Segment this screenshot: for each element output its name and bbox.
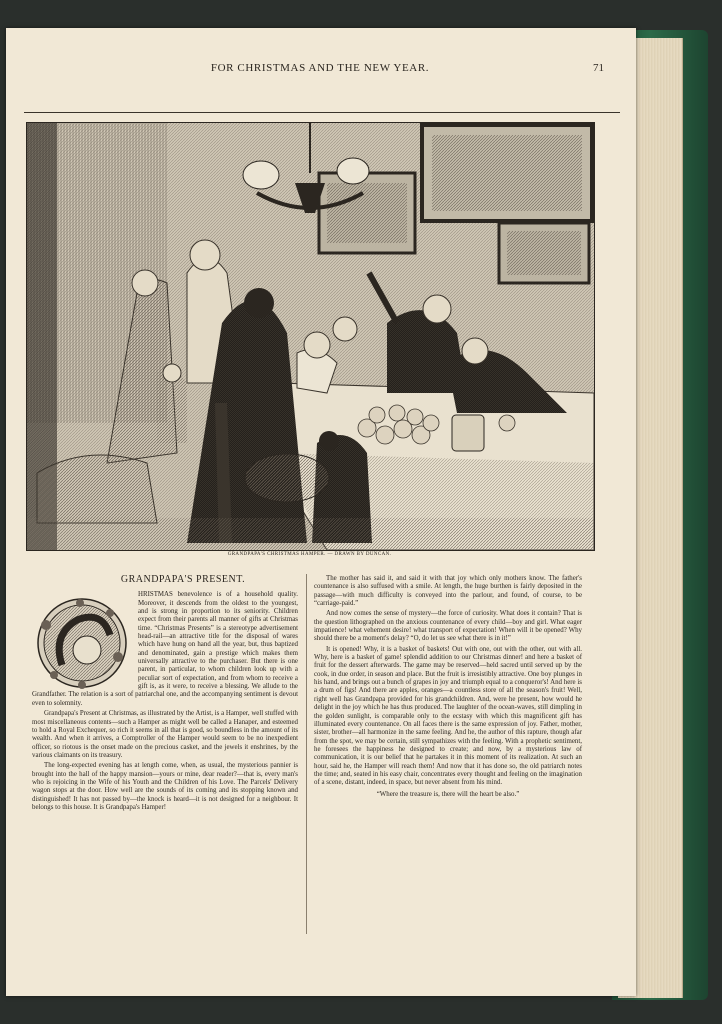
paragraph: HRISTMAS benevolence is of a household quality. Moreover, it descends from the oldest to the youngest, and is strong in proportion to its seniority. Children expect from their parents all manner of gifts at Christmas time. “Christmas Presents” is a stereotype advertisement head-rail—an attractive title for the disposal of wares which have hung on hand all the year, but, thus baptized and denominated, gain a prestige which makes them universally attractive to the purchaser. But there is one parent, in particular, to whom children look up with a peculiar sort of expectation, and from whom to receive a gift is, as it were, to receive a blessing. We allude to the Grandfather. The relation is a sort of patriarchal one, and the accompanying sentiment is devout even to solemnity. bbox=[32, 591, 298, 707]
paragraph: Grandpapa's Present at Christmas, as illustrated by the Artist, is a Hamper, well stuffed with most miscellaneous contents—such a Hamper as might well be called a Hanaper, and esteemed to hold a Royal Exchequer, so rich it seems in all that is good, so boundless in the amount of its wealth. And when it arrives, a Comptroller of the Hamper would seem to be no inexpedient officer, so riotous is the onset made on the precious casket, and the jewels it enshrines, by the various claimants on its treasury. bbox=[32, 710, 298, 759]
paragraph: And now comes the sense of mystery—the force of curiosity. What does it contain? That is the question lithographed on the anxious countenance of every child—boy and girl. What eager impatience! what vehement desire! what transport of expectation! When will it be opened? Why should there be a moment's delay? “O, do let us see what there is in it!” bbox=[314, 610, 582, 643]
header-rule bbox=[24, 112, 620, 113]
article-left-column bbox=[32, 576, 298, 814]
article-title: GRANDPAPA'S PRESENT. bbox=[120, 574, 246, 585]
closing-quote: “Where the treasure is, there will the heart be also.” bbox=[376, 790, 520, 798]
paragraph: The long-expected evening has at length come, when, as usual, the mysterious pannier is brought into the hall of the happy mansion—yours or mine, dear reader?—that is, every man's who is rejoicing in the Wife of his Youth and the Children of his Love. The Parcels' Delivery wagon stops at the door. How well are the sounds of its coming and its stopping known and distinguished! It has not passed by—the knock is heard—it is not designed for a neighbour. It belongs to this house. It is Grandpapa's Hamper! bbox=[32, 762, 298, 811]
opening-block bbox=[32, 591, 298, 708]
engraving-illustration bbox=[26, 122, 595, 551]
illustration-caption: GRANDPAPA'S CHRISTMAS HAMPER. — DRAWN BY DUNCAN. bbox=[227, 552, 392, 557]
running-header-title: FOR CHRISTMAS AND THE NEW YEAR. bbox=[210, 62, 430, 74]
decorative-initial-vignette bbox=[32, 595, 130, 689]
initial-c-ornament bbox=[32, 595, 130, 689]
paragraph: The mother has said it, and said it with that joy which only mothers know. The father's countenance is also suffused with a smile. At length, the huge burthen is fairly deposited in the passage—with much difficulty is conveyed into the parlour, and found, of course, to be “carriage-paid.” bbox=[314, 575, 582, 608]
paragraph: It is opened! Why, it is a basket of baskets! Out with one, out with the other, out with all. Why, here is a basket of game! splendid addition to our Christmas dinner! and here a basket of fruit for the dessert afterwards. The game may be reserved—held sacred until served up by the cook, in due order, in season and place. But the fruit is irresistibly attractive. One boy plunges in his hand, and brings out a bunch of grapes in joy and triumph equal to a conqueror's! And here is a drum of figs! And there are apples, oranges—a countless store of all the season's fruit! Well, right well has Grandpapa provided for his grandchildren. And, were he present, how would he delight in the joy which he has thus produced. The laughter of the ocean-waves, still dimpling in the golden sunlight, is comparable only to the ecstasy with which this magnificent gift has illuminated every countenance. On all faces there is the same expression of joy. Father, mother, sister, brother—all harmonize in the same feeling. And he, the author of this rapture, though afar from the spot, we may be certain, still sympathizes with the feeling. With a prophetic sentiment, he foresees the happiness he designed to create; and now, by a mysterious law of communication, it is our belief that he partakes it in this moment of its realization. At such an hour, said he, the Hamper will reach them! And now that it has done so, the old patriarch notes the time; and, seated in his easy chair, concentrates every thought and feeling on the imagination of a scene, distant, indeed, in space, but never absent from his mind. bbox=[314, 645, 582, 787]
article-right-column bbox=[314, 575, 582, 801]
running-header bbox=[20, 62, 620, 82]
page-number: 71 bbox=[593, 62, 604, 74]
column-divider bbox=[306, 574, 307, 934]
engraving-drawing bbox=[27, 123, 594, 550]
